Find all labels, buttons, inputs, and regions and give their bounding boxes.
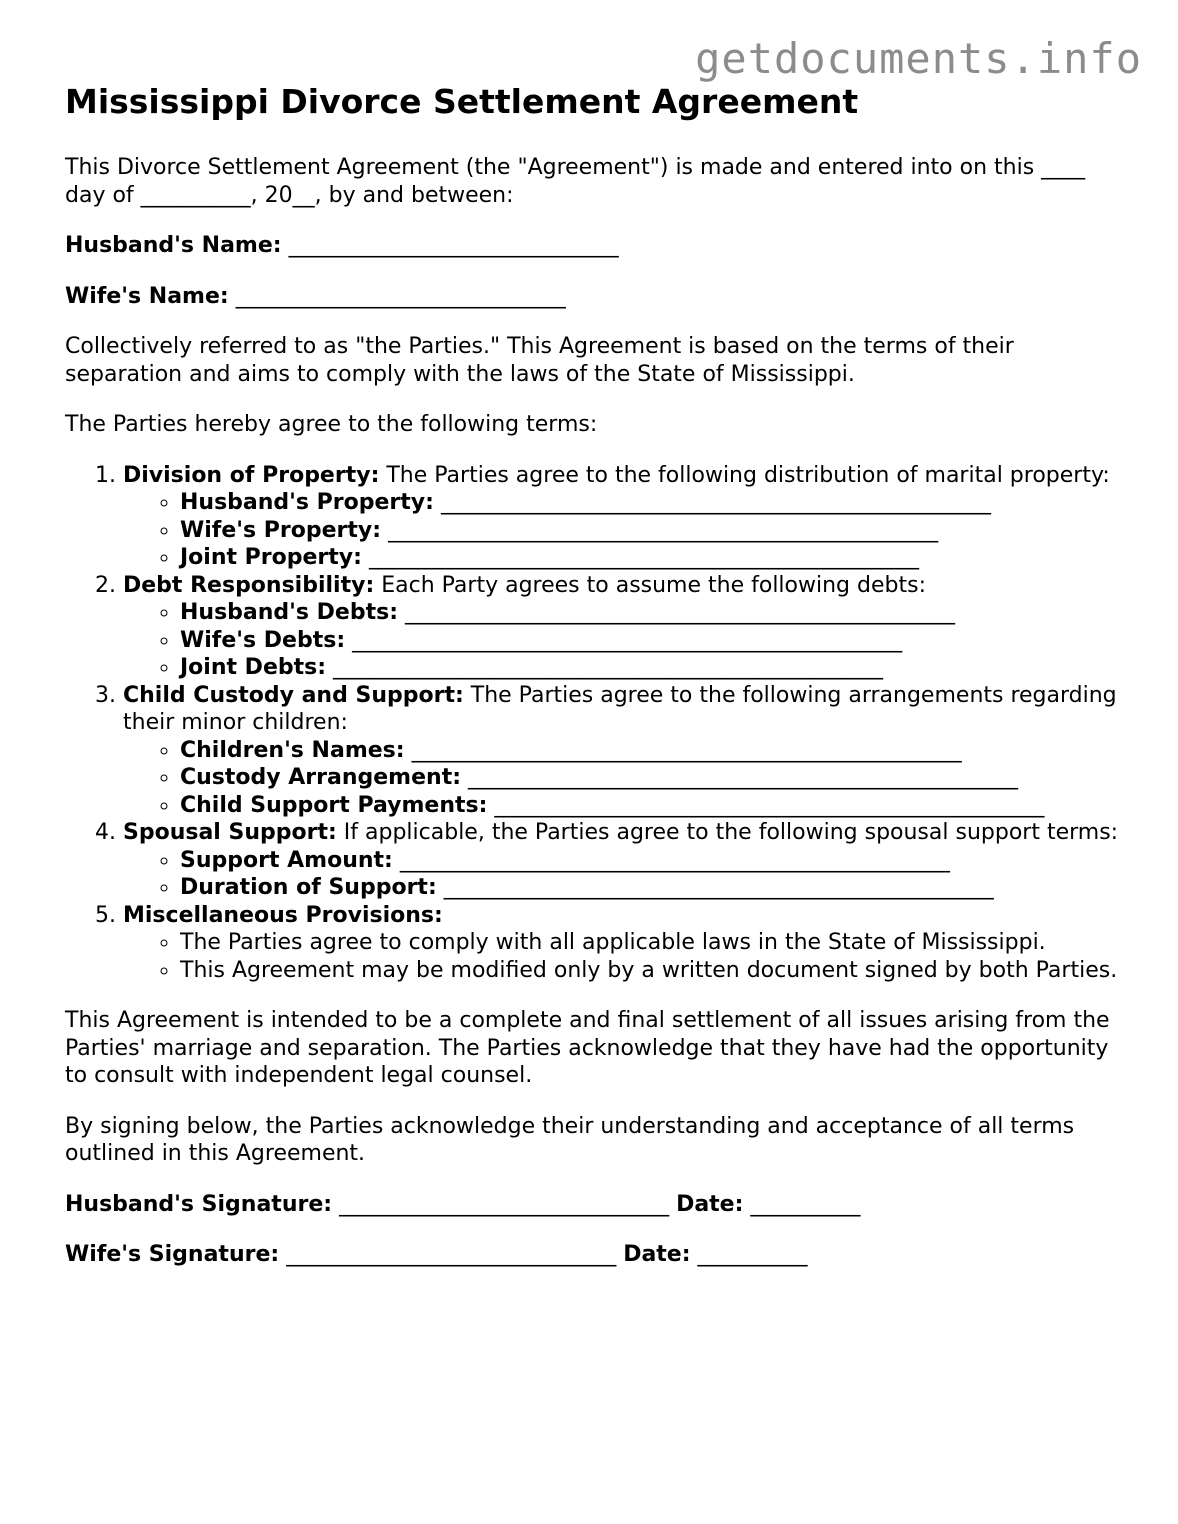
watermark: getdocuments.info [695,34,1142,83]
item-blank: __________________________________________________ [405,600,956,625]
term-items [123,929,1125,984]
item-blank: __________________________________________________ [468,765,1019,790]
item-blank: __________________________________________________ [443,875,994,900]
terms-list [65,462,1125,985]
term-child-custody-and-support [123,682,1125,820]
list-item [180,544,1125,572]
husband-name-blank: ______________________________ [288,233,619,258]
item-blank: __________________________________________________ [333,655,884,680]
list-item [180,792,1125,820]
list-item [180,599,1125,627]
list-item: ◦ The Parties agree to comply with all applicable laws in the State of Mississippi. [180,929,1125,957]
term-debt-responsibility [123,572,1125,682]
terms-intro: The Parties hereby agree to the following terms: [65,412,598,437]
wife-signature-line [65,1241,1125,1269]
list-item [180,874,1125,902]
item-blank: __________________________________________________ [494,792,1045,818]
item-label: Duration of Support: [180,875,437,900]
husband-name-field [65,232,1125,260]
term-heading: Miscellaneous Provisions: [123,902,443,928]
item-label: Joint Property: [180,545,362,570]
item-label: Child Support Payments: [180,792,488,818]
list-item [180,627,1125,655]
term-heading: Child Custody and Support: [123,682,464,708]
husband-date-blank: __________ [750,1191,861,1217]
item-blank: __________________________________________________ [399,847,950,873]
item-label: Support Amount: [180,847,393,873]
list-item [180,654,1125,682]
wife-signature-blank: ______________________________ [286,1242,617,1267]
husband-date-label: Date: [676,1191,744,1217]
item-blank: __________________________________________________ [352,627,903,653]
term-division-of-property [123,462,1125,572]
list-item [180,764,1125,792]
item-label: Wife's Property: [180,517,382,543]
collective-paragraph: Collectively referred to as "the Parties." This Agreement is based on the terms of their separation and aims to comply with the laws of the State of Mississippi. [65,334,1014,387]
final-settlement-paragraph: This Agreement is intended to be a complete and final settlement of all issues arising from the Parties' marriage and separation. The Parties acknowledge that they have had the opportunity to consult with independent legal counsel. [65,1008,1110,1088]
item-label: Husband's Property: [180,490,434,515]
husband-signature-line [65,1191,1125,1219]
list-item [180,489,1125,517]
husband-name-label: Husband's Name: [65,233,282,258]
term-items [123,847,1125,902]
acknowledgment-paragraph: By signing below, the Parties acknowledge their understanding and acceptance of all terms outlined in this Agreement. [65,1113,1075,1166]
term-spousal-support [123,819,1125,902]
term-heading: Division of Property: [123,462,380,488]
wife-name-field [65,283,1125,311]
term-text: The Parties agree to the following arrangements regarding their minor children: [123,682,1117,735]
husband-signature-label: Husband's Signature: [65,1191,333,1217]
list-item [180,737,1125,765]
item-label: Custody Arrangement: [180,765,462,790]
term-text: The Parties agree to the following distribution of marital property: [379,462,1110,488]
term-heading: Spousal Support: [123,820,337,845]
document-title: Mississippi Divorce Settlement Agreement [65,82,859,121]
term-items [123,737,1125,820]
item-label: Husband's Debts: [180,600,399,625]
term-items [123,599,1125,682]
item-blank: __________________________________________________ [368,545,919,570]
list-item [180,847,1125,875]
wife-signature-label: Wife's Signature: [65,1242,280,1267]
item-blank: __________________________________________________ [388,517,939,543]
wife-date-blank: __________ [697,1242,808,1267]
term-heading: Debt Responsibility: [123,572,375,598]
term-text: If applicable, the Parties agree to the following spousal support terms: [336,820,1119,845]
list-item [180,517,1125,545]
wife-date-label: Date: [623,1242,691,1267]
wife-name-label: Wife's Name: [65,283,229,309]
term-miscellaneous-provisions [123,902,1125,985]
list-item: ◦ This Agreement may be modified only by a written document signed by both Parties. [180,957,1125,985]
item-blank: __________________________________________________ [411,737,962,763]
item-blank: __________________________________________________ [440,490,991,515]
document-body [65,82,1125,1292]
item-label: Children's Names: [180,737,405,763]
term-text: Each Party agrees to assume the following debts: [374,572,926,598]
item-label: Joint Debts: [180,655,327,680]
husband-signature-blank: ______________________________ [339,1191,670,1217]
wife-name-blank: ______________________________ [235,283,566,309]
intro-paragraph: This Divorce Settlement Agreement (the "Agreement") is made and entered into on this ____ day of __________, 20__, by and between: [65,155,1086,208]
term-items [123,489,1125,572]
item-label: Wife's Debts: [180,627,346,653]
